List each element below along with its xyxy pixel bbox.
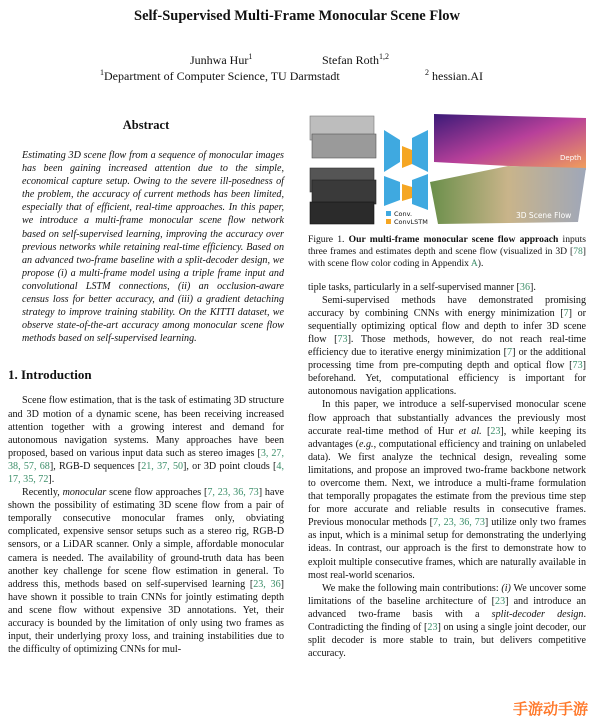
- right-paragraph-0: tiple tasks, particularly in a self-supervised manner [36].: [308, 281, 536, 293]
- right-column: [308, 110, 586, 660]
- affiliation-1: $^1$Department of Computer Science, TU Darmstadt: [100, 68, 340, 83]
- input-frame-stack: [310, 116, 376, 224]
- citation-link[interactable]: 23: [490, 425, 501, 437]
- paper-title: Self-Supervised Multi-Frame Monocular Scene Flow: [134, 8, 460, 24]
- citation-link[interactable]: 36: [519, 281, 530, 293]
- citation-link[interactable]: 7: [563, 307, 569, 319]
- citation-link[interactable]: 7, 23, 36, 73: [207, 487, 259, 499]
- depth-label: Depth: [560, 154, 582, 162]
- right-paragraph-2: In this paper, we introduce a self-supervised monocular scene flow approach that substantially advances the previously most accurate real-time method of Hur et al. [23], while keeping its advantages (e.g., computational efficiency and training on unlabeled data). We first analyze the technical design, revealing some limitations, and propose an improved two-frame backbone network to overcome them. Next, we introduce a multi-frame formulation that temporally propagates the estimate from the previous time step for more accurate and reliable results in consecutive frames. Previous monocular methods [7, 23, 36, 73] utilize only two frames as input, which is a minimal setup for demonstrating the underlying ideas. In contrast, our approach is the first to demonstrate how to exploit multiple consecutive frames, which are naturally available in most real-world scenarios.: [308, 399, 587, 581]
- abstract-heading: Abstract: [122, 118, 170, 132]
- intro-paragraph-1: Scene flow estimation, that is the task of estimating 3D structure and 3D motion of a dynamic scene, has been receiving increased attention together with a growing interest and demand for autonomous navigation systems. Many approaches have been proposed, based on various input data such as stereo images [3, 27, 38, 57, 68], RGB-D sequences [21, 37, 50], or 3D point clouds [4, 17, 35, 72].: [8, 395, 284, 485]
- author-1: Junhwa Hur$^1$: [190, 52, 253, 67]
- citation-link[interactable]: 3, 27, 38, 57, 68: [8, 447, 284, 472]
- citation-link[interactable]: 23: [495, 595, 506, 607]
- legend-convlstm-swatch: [386, 219, 391, 224]
- author-2: Stefan Roth$^{1,2}$: [322, 52, 389, 67]
- affiliation-2: $^2$ hessian.AI: [425, 68, 483, 83]
- figure-1-caption: Figure 1. Our multi-frame monocular scene flow approach inputs three frames and estimates depth and scene flow (visualized in 3D [78] with scene flow color coding in Appendix A).: [308, 234, 587, 270]
- legend-conv-label: Conv.: [394, 210, 413, 218]
- citation-link[interactable]: 73: [337, 333, 348, 345]
- citation-link[interactable]: 21, 37, 50: [141, 460, 184, 472]
- right-paragraph-1: Semi-supervised methods have demonstrated promising accuracy by combining CNNs with energy minimization [7] or sequentially optimizing optical flow and depth to infer 3D scene flow [73]. Those methods, however, do not reach real-time efficiency due to iterative energy minimization [7] or the additional processing time from pre-computing depth and optical flow [73] beforehand. Yet, computational efficiency is important for autonomous navigation applications.: [308, 294, 586, 398]
- citation-link[interactable]: 78: [573, 246, 583, 258]
- watermark: 手游动手游: [512, 700, 588, 718]
- citation-link[interactable]: 7, 23, 36, 73: [433, 517, 485, 529]
- right-paragraph-3: We make the following main contributions: (i) We uncover some limitations of the baseline architecture of [23] and introduce an advanced two-frame basis with a split-decoder design. Contradicting the finding of [23] on using a single joint decoder, our split decoder is more stable to train, but delivers competitive accuracy.: [308, 582, 587, 660]
- legend-convlstm-label: ConvLSTM: [394, 218, 428, 226]
- legend-conv-swatch: [386, 211, 391, 216]
- citation-link[interactable]: 23: [427, 622, 438, 634]
- citation-link[interactable]: 23, 36: [253, 578, 281, 590]
- citation-link[interactable]: 4, 17, 35, 72: [8, 460, 284, 485]
- appendix-link[interactable]: A: [470, 258, 478, 270]
- citation-link[interactable]: 73: [572, 360, 583, 372]
- figure-1-graphic: [308, 110, 586, 228]
- scene-flow-label: 3D Scene Flow: [516, 211, 572, 220]
- citation-link[interactable]: 7: [507, 347, 513, 359]
- intro-heading: 1. Introduction: [8, 367, 92, 383]
- left-column: [8, 118, 284, 656]
- intro-paragraph-2: Recently, monocular scene flow approaches [7, 23, 36, 73] have shown the possibility of estimating 3D scene flow from a pair of temporally consecutive monocular frames only, obviating complicated, expensive sensor setups such as a stereo rig, RGB-D sensors, or a LiDAR scanner. Only a simple, affordable monocular camera is needed. The availability of ground-truth data has been another key challenge for scene flow estimation in general. To address this, methods based on self-supervised learning [23, 36] have shown it possible to train CNNs for jointly estimating depth and scene flow without expensive 3D annotations. Yet, their accuracy is bounded by the limitation of only using two frames as input, their underlying proxy loss, and training instabilities due to the difficulty of optimizing CNNs for mul-: [8, 487, 284, 656]
- network-diagram: [384, 130, 428, 210]
- figure-1: [308, 110, 586, 228]
- abstract-text: Estimating 3D scene flow from a sequence of monocular images has been gaining increased attention due to the simple, economical capture setup. Owing to the severe ill-posedness of the problem, the accuracy of current methods has been limited, especially that of efficient, real-time approaches. In this paper, we introduce a multi-frame monocular scene flow network based on self-supervised learning, improving the accuracy over previous networks while retaining real-time efficiency. Based on an advanced two-frame baseline with a split-decoder design, we propose (i) a multi-frame model using a triple frame input and convolutional LSTM connections, (ii) an occlusion-aware census loss for better accuracy, and (iii) a gradient detaching strategy to improve training stability. On the KITTI dataset, we observe state-of-the-art accuracy among monocular scene flow methods based on self-supervised learning.: [22, 150, 284, 345]
